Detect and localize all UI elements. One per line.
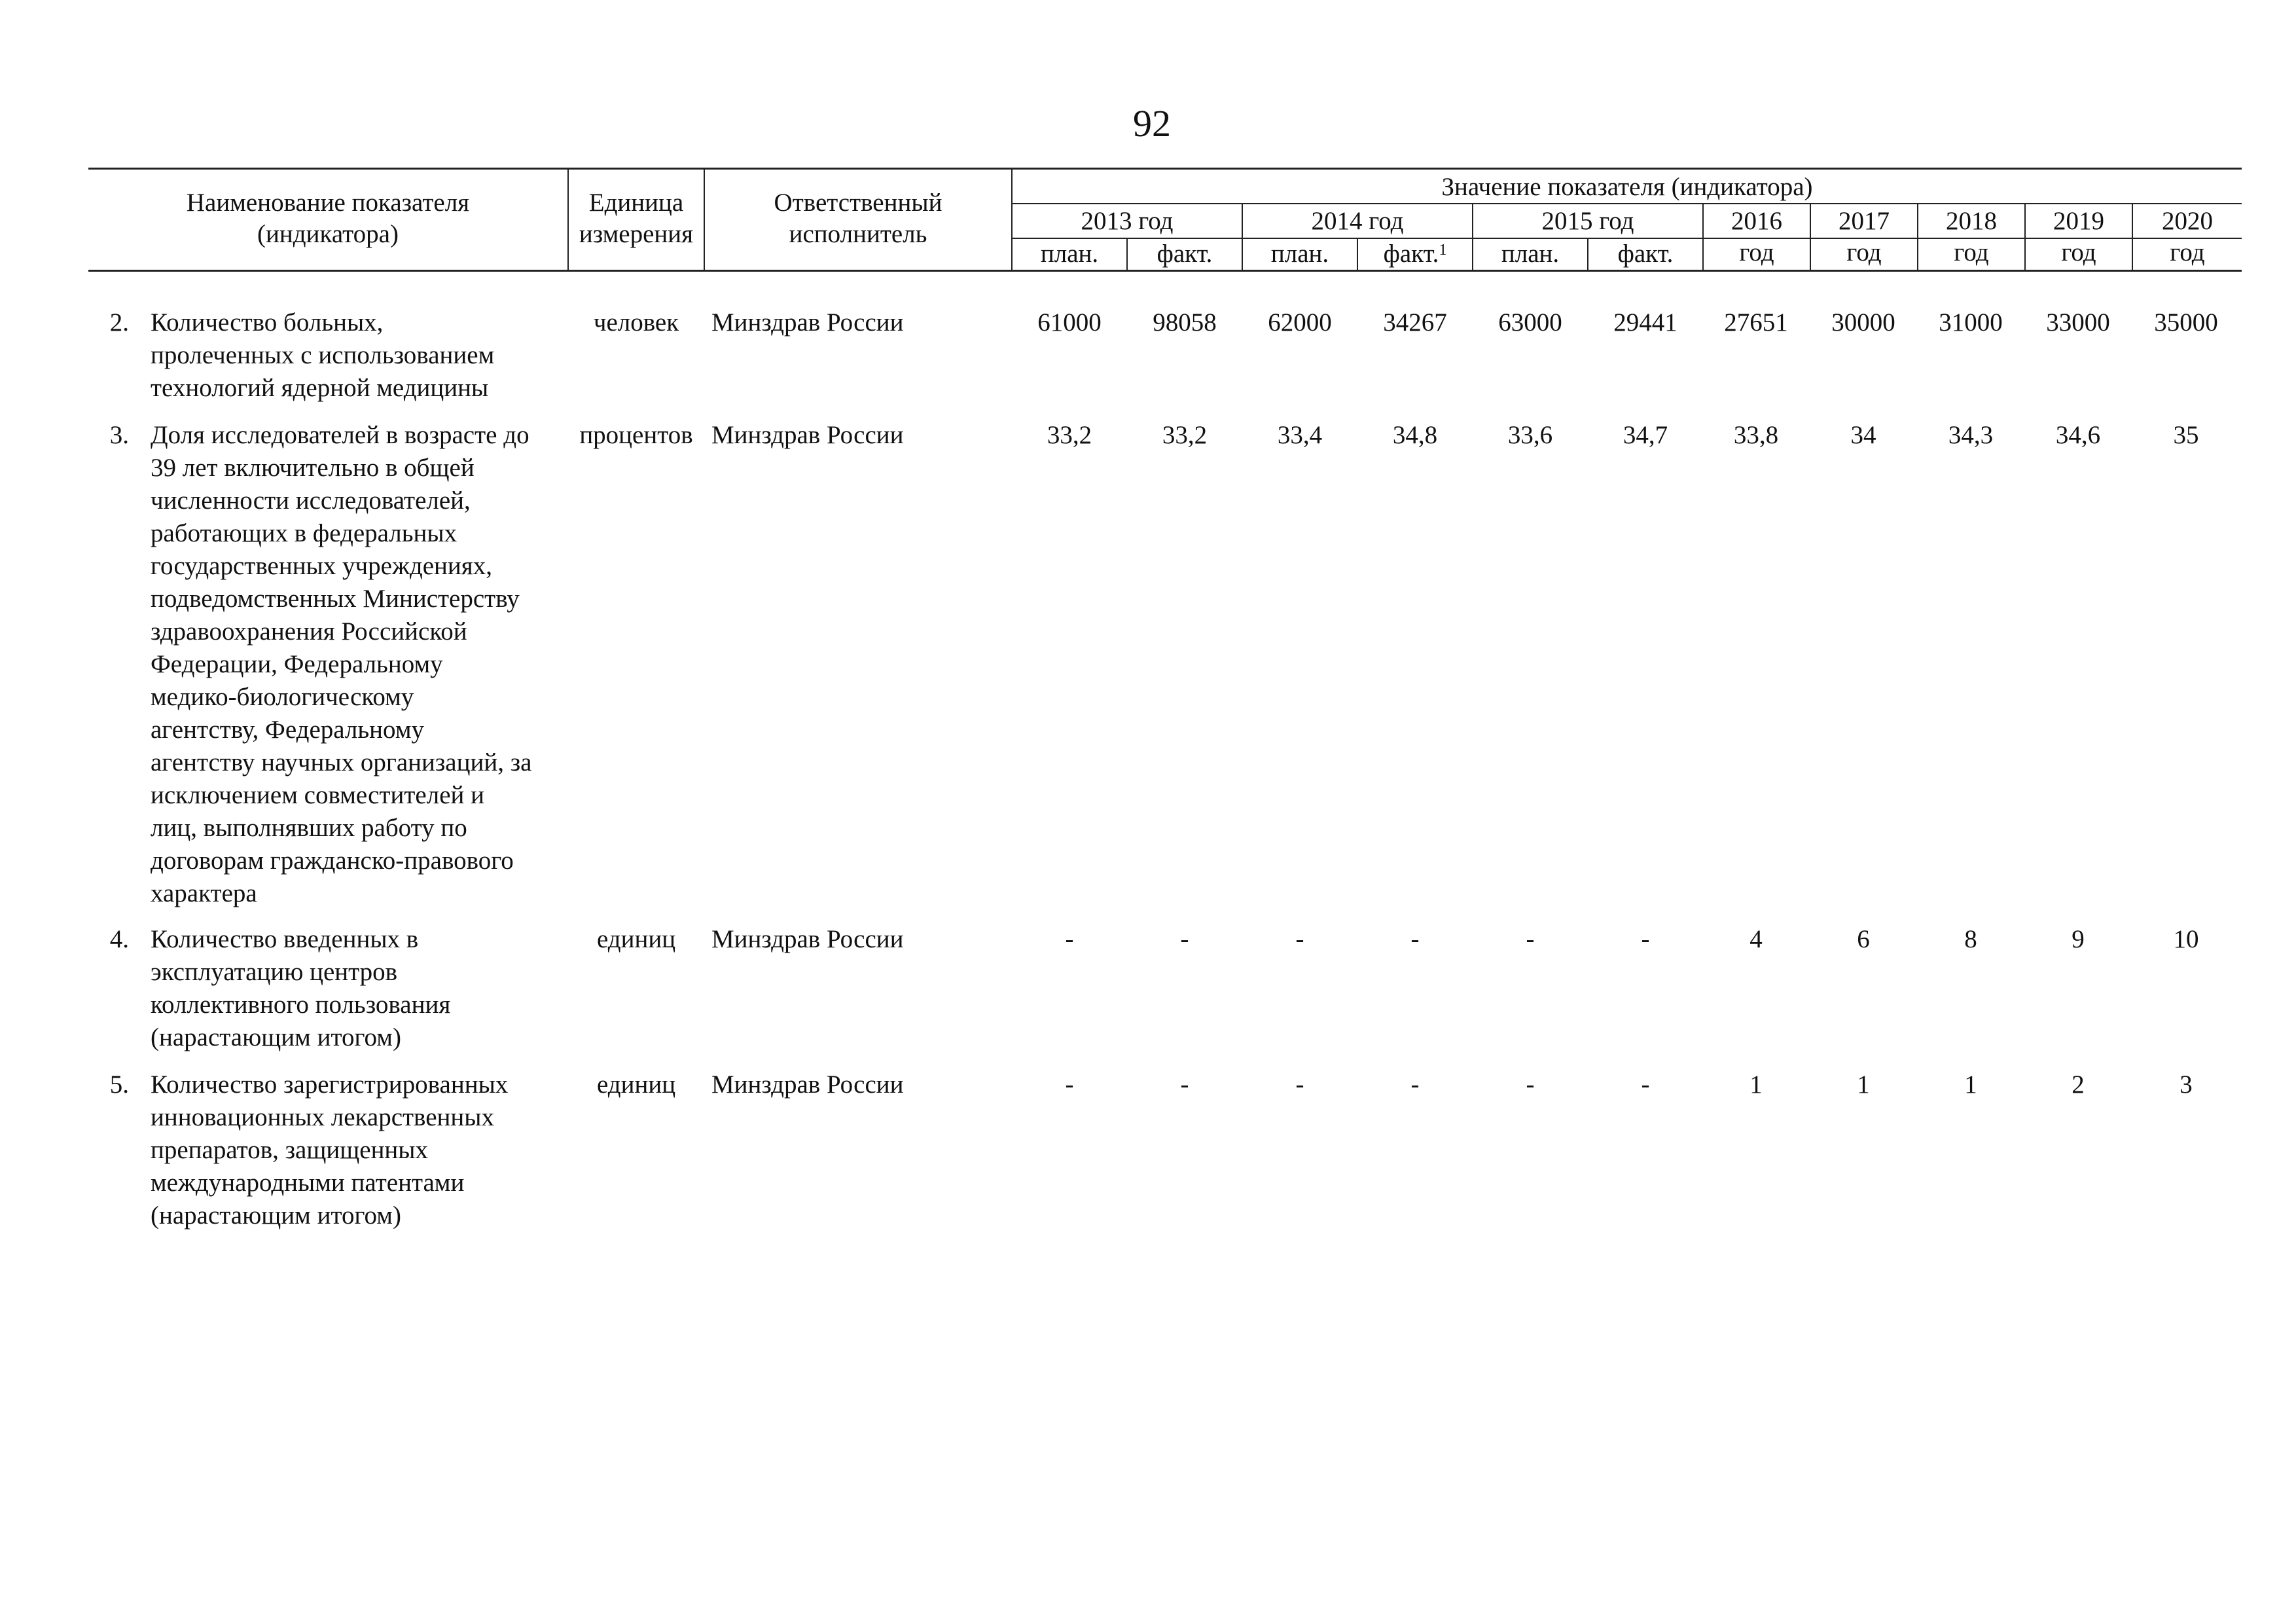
row-responsible: Минздрав России xyxy=(711,421,904,449)
row-value: 33,4 xyxy=(1277,421,1323,449)
row-value: - xyxy=(1295,1070,1304,1099)
header-indicator-value: Значение показателя (индикатора) xyxy=(1441,173,1813,201)
indicator-name-line: исключением совместителей и xyxy=(151,781,485,809)
row-value: 34,6 xyxy=(2055,421,2101,449)
header-year-2020: 2020 год xyxy=(2162,207,2213,266)
row-indicator-name xyxy=(151,419,569,910)
header-year-2018: 2018 год xyxy=(1946,207,1997,266)
row-value: 33,2 xyxy=(1047,421,1092,449)
row-value: - xyxy=(1526,925,1535,953)
indicator-name-line: здравоохранения Российской xyxy=(151,617,467,646)
indicator-name-line: Количество введенных в xyxy=(151,925,419,953)
row-value: 2 xyxy=(2072,1070,2085,1099)
indicator-name-line: коллективного пользования xyxy=(151,991,451,1019)
row-value: 30000 xyxy=(1831,308,1895,337)
row-value: - xyxy=(1410,925,1420,953)
header-responsible: Ответственный исполнитель xyxy=(774,189,942,248)
row-value: 61000 xyxy=(1037,308,1102,337)
row-value: 62000 xyxy=(1268,308,1332,337)
row-value: 10 xyxy=(2173,925,2199,953)
row-value: 34 xyxy=(1850,421,1876,449)
indicator-name-line: характера xyxy=(151,879,257,907)
row-value: 33,2 xyxy=(1162,421,1208,449)
header-year-2017: 2017 год xyxy=(1839,207,1890,266)
row-value: 35 xyxy=(2173,421,2199,449)
row-value: 8 xyxy=(1964,925,1977,953)
row-number: 3. xyxy=(109,421,129,449)
row-unit: единиц xyxy=(596,1070,676,1099)
row-value: 33000 xyxy=(2046,308,2110,337)
row-responsible: Минздрав России xyxy=(711,308,904,337)
row-value: - xyxy=(1065,1070,1074,1099)
row-value: 34,7 xyxy=(1623,421,1668,449)
row-value: - xyxy=(1641,925,1650,953)
header-fact-2015: факт. xyxy=(1617,240,1674,268)
row-value: 6 xyxy=(1857,925,1870,953)
indicator-name-line: Доля исследователей в возрасте до xyxy=(151,421,529,449)
page-number: 92 xyxy=(1133,102,1171,145)
value-header-rule xyxy=(1011,203,2242,204)
indicator-name-line: медико-биологическому xyxy=(151,683,414,711)
row-value: 33,8 xyxy=(1733,421,1779,449)
row-value: - xyxy=(1180,1070,1189,1099)
indicator-name-line: препаратов, защищенных xyxy=(151,1136,429,1164)
header-year-2015: 2015 год xyxy=(1541,207,1634,235)
indicator-name-line: инновационных лекарственных xyxy=(151,1103,494,1131)
header-unit: Единица измерения xyxy=(579,189,694,248)
indicator-name-line: Количество зарегистрированных xyxy=(151,1070,509,1099)
row-number: 4. xyxy=(109,925,129,953)
row-number: 2. xyxy=(109,308,129,337)
row-unit: процентов xyxy=(579,421,693,449)
row-value: 27651 xyxy=(1724,308,1788,337)
row-value: 33,6 xyxy=(1507,421,1553,449)
header-year-2014: 2014 год xyxy=(1311,207,1404,235)
row-responsible: Минздрав России xyxy=(711,925,904,953)
indicator-name-line: подведомственных Министерству xyxy=(151,585,520,613)
row-value: 29441 xyxy=(1613,308,1677,337)
row-value: 3 xyxy=(2179,1070,2193,1099)
indicator-name-line: работающих в федеральных xyxy=(151,519,457,547)
indicator-name-line: (нарастающим итогом) xyxy=(151,1201,401,1230)
indicator-name-line: государственных учреждениях, xyxy=(151,552,492,580)
row-value: 35000 xyxy=(2154,308,2218,337)
header-plan-2013: план. xyxy=(1040,240,1099,268)
header-bottom-rule xyxy=(88,270,2242,272)
indicator-name-line: международными патентами xyxy=(151,1169,465,1197)
row-value: 34,8 xyxy=(1392,421,1438,449)
row-value: 98058 xyxy=(1153,308,1217,337)
row-number: 5. xyxy=(109,1070,129,1099)
indicator-name-line: 39 лет включительно в общей xyxy=(151,454,475,482)
header-plan-2015: план. xyxy=(1501,240,1560,268)
indicator-name-line: (нарастающим итогом) xyxy=(151,1023,401,1051)
row-indicator-name xyxy=(151,923,569,1054)
indicator-name-line: Федерации, Федеральному xyxy=(151,650,443,678)
indicator-name-line: технологий ядерной медицины xyxy=(151,374,489,402)
row-value: - xyxy=(1180,925,1189,953)
indicator-name-line: агентству, Федеральному xyxy=(151,716,424,744)
row-value: 4 xyxy=(1749,925,1763,953)
row-value: 1 xyxy=(1964,1070,1977,1099)
row-indicator-name xyxy=(151,1068,569,1232)
row-value: 34,3 xyxy=(1948,421,1994,449)
header-plan-2014: план. xyxy=(1270,240,1329,268)
row-value: - xyxy=(1065,925,1074,953)
row-value: 1 xyxy=(1857,1070,1870,1099)
row-unit: единиц xyxy=(596,925,676,953)
indicator-name-line: численности исследователей, xyxy=(151,486,471,515)
header-year-2013: 2013 год xyxy=(1081,207,1174,235)
header-name: Наименование показателя (индикатора) xyxy=(186,189,470,248)
header-fact-2013: факт. xyxy=(1157,240,1213,268)
indicator-name-line: пролеченных с использованием xyxy=(151,341,495,369)
indicator-name-line: эксплуатацию центров xyxy=(151,958,398,986)
table-top-rule xyxy=(88,168,2242,170)
indicator-name-line: Количество больных, xyxy=(151,308,384,337)
row-responsible: Минздрав России xyxy=(711,1070,904,1099)
indicator-name-line: договорам гражданско-правового xyxy=(151,847,514,875)
row-value: - xyxy=(1526,1070,1535,1099)
row-value: 34267 xyxy=(1383,308,1447,337)
header-year-2019: 2019 год xyxy=(2053,207,2104,266)
header-year-2016: 2016 год xyxy=(1731,207,1782,266)
row-value: - xyxy=(1295,925,1304,953)
row-value: 63000 xyxy=(1498,308,1562,337)
row-value: 9 xyxy=(2072,925,2085,953)
header-fact-2014: факт.$^1$ xyxy=(1383,240,1447,268)
row-indicator-name xyxy=(151,306,569,405)
indicator-name-line: лиц, выполнявших работу по xyxy=(151,814,467,842)
row-value: 31000 xyxy=(1939,308,2003,337)
footnote-mark: 1 xyxy=(1439,242,1447,259)
row-value: - xyxy=(1641,1070,1650,1099)
row-value: - xyxy=(1410,1070,1420,1099)
row-value: 1 xyxy=(1749,1070,1763,1099)
indicator-name-line: агентству научных организаций, за xyxy=(151,748,532,776)
row-unit: человек xyxy=(593,308,679,337)
